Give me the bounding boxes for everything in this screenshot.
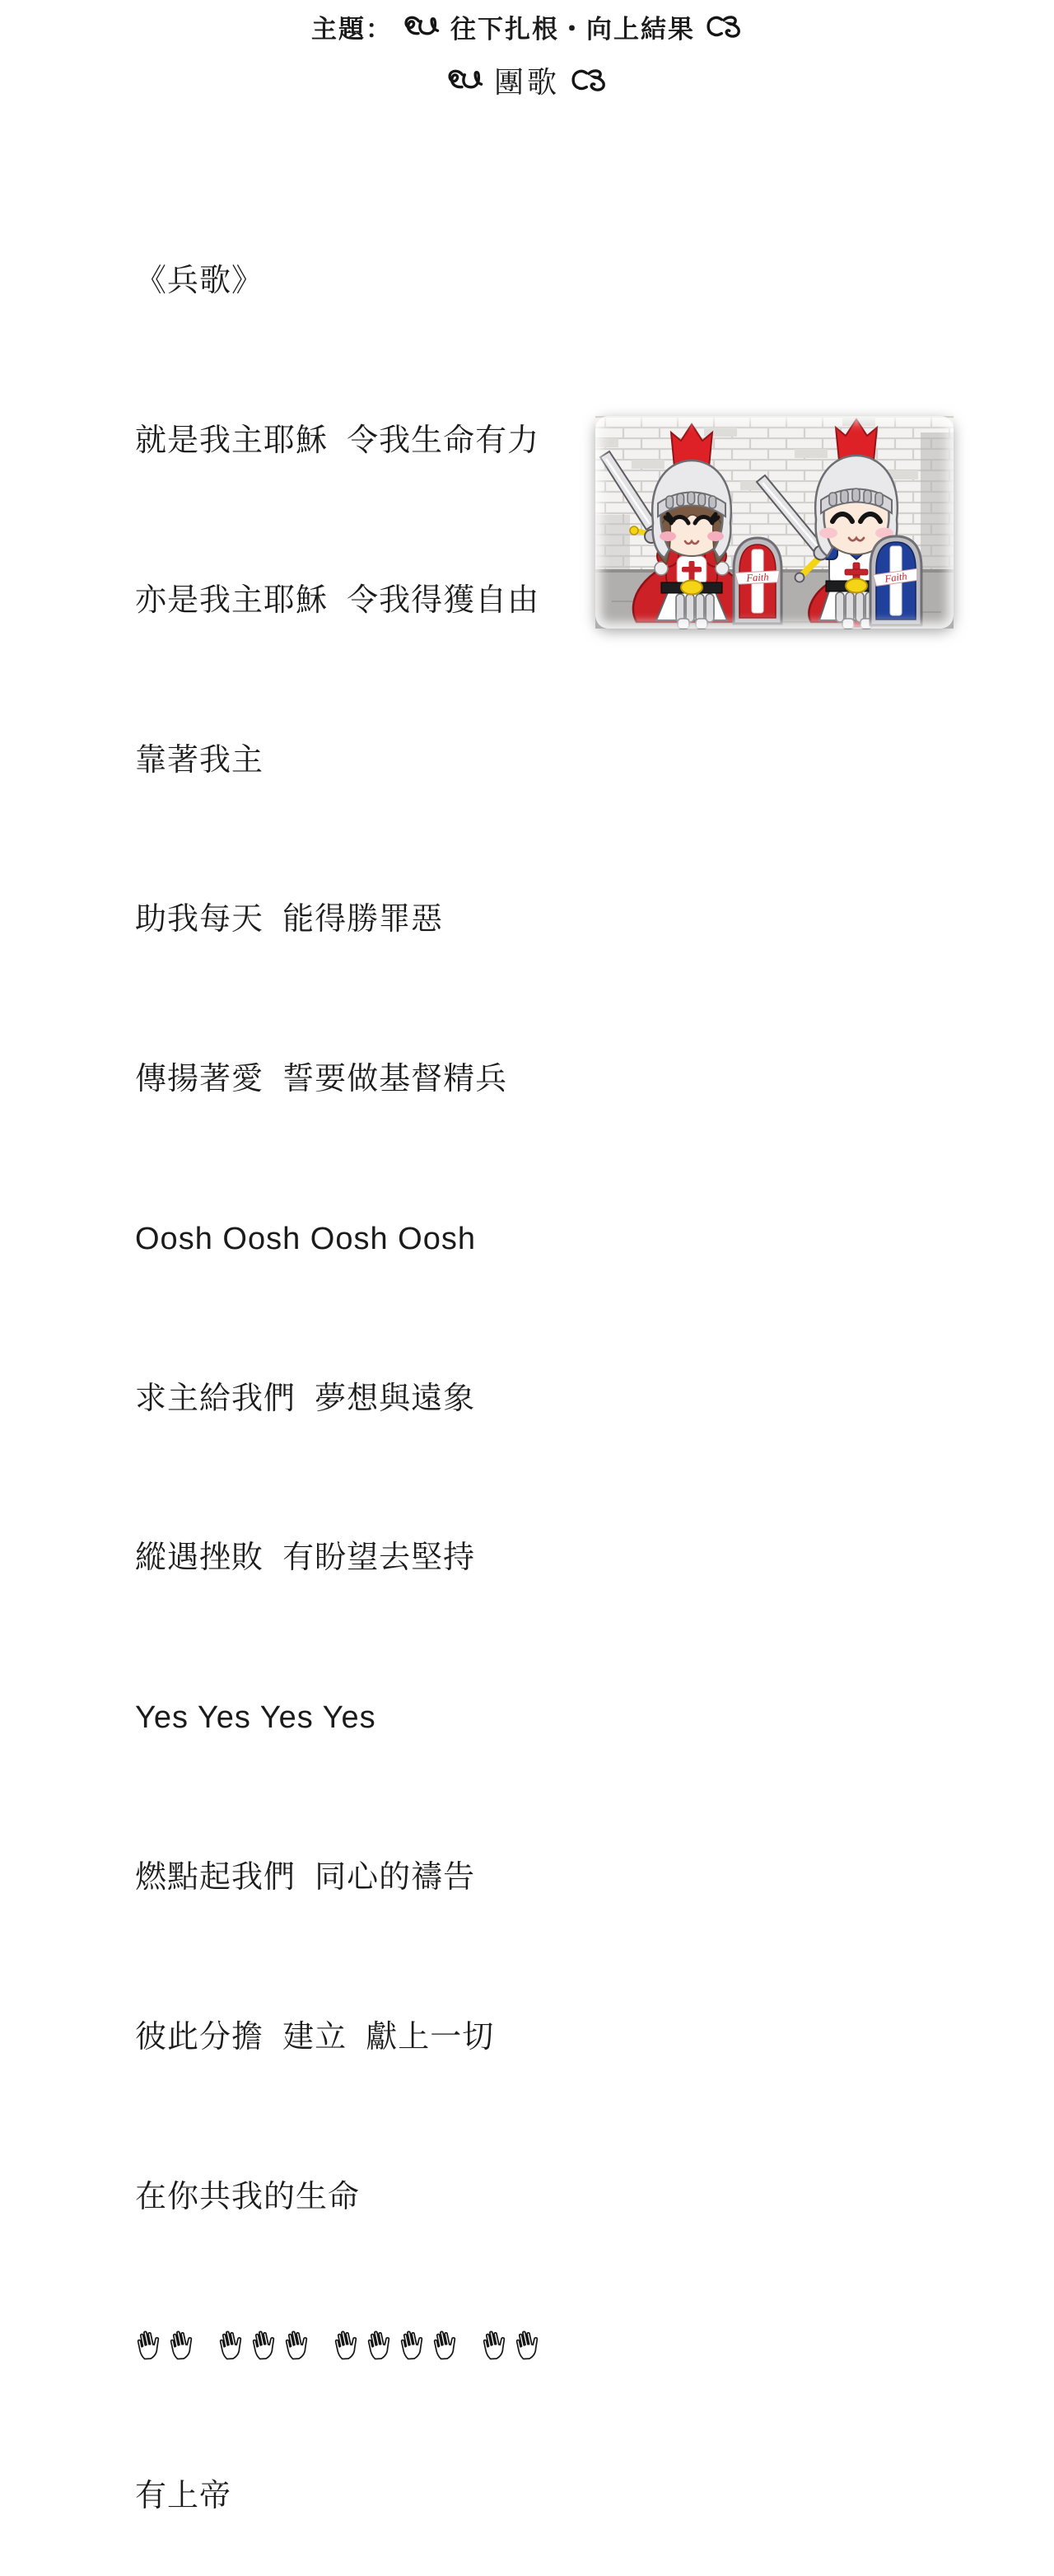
closing-line: 有上帝 [135,2478,232,2513]
shield-faith-label: Faith [884,570,908,585]
lyric-line: 縱遇挫敗 有盼望去堅持 [135,1540,476,1576]
lyric-line: Oosh Oosh Oosh Oosh [135,1221,476,1256]
lyric-line: 傳揚著愛 誓要做基督精兵 [135,1062,508,1097]
flourish-left-icon [403,14,441,40]
lyrics-block [135,148,542,2576]
hands-group [333,2329,459,2360]
lyric-line: 就是我主耶穌 令我生命有力 [135,423,540,458]
topic-heading [0,8,1054,45]
raised-hand-icon [399,2329,427,2360]
raised-hand-icon [135,2329,163,2360]
lyric-line: 亦是我主耶穌 令我得獲自由 [135,582,540,618]
flourish-left-icon [446,68,484,93]
raised-hand-icon [514,2329,542,2360]
raised-hand-icon [333,2329,361,2360]
shield-faith-label: Faith [746,571,769,584]
lyric-line: 助我每天 能得勝罪惡 [135,902,444,937]
flourish-right-icon [570,68,608,93]
subtitle-heading [0,59,1054,101]
lyric-line: 靠著我主 [135,742,264,778]
raised-hand-icon [168,2329,196,2360]
knights-illustration [595,416,954,629]
subtitle: 團歌 [493,65,560,99]
raised-hand-icon [250,2329,278,2360]
raised-hand-icon [431,2329,459,2360]
lyric-line: 求主給我們 夢想與遠象 [135,1381,476,1416]
raised-hand-icon [366,2329,394,2360]
shield-boy [870,536,921,625]
lyric-line: 燃點起我們 同心的禱告 [135,1860,476,1895]
knights-scene [595,416,954,629]
song-title-line: 《兵歌》 [135,264,264,299]
shield-girl [734,538,781,624]
hands-row [135,2326,542,2363]
blush [819,528,837,539]
lyric-line: 彼此分擔 建立 獻上一切 [135,2019,495,2055]
topic-prefix: 主題： [311,15,393,44]
hands-group [481,2329,542,2360]
topic-title: 往下扎根・向上結果 [450,15,695,44]
hands-group [217,2329,311,2360]
flourish-right-icon [705,14,743,40]
hands-group [135,2329,196,2360]
raised-hand-icon [217,2329,245,2360]
raised-hand-icon [481,2329,509,2360]
blush [660,531,676,541]
lyric-line: Yes Yes Yes Yes [135,1700,376,1736]
lyric-line: 在你共我的生命 [135,2179,361,2214]
raised-hand-icon [283,2329,311,2360]
